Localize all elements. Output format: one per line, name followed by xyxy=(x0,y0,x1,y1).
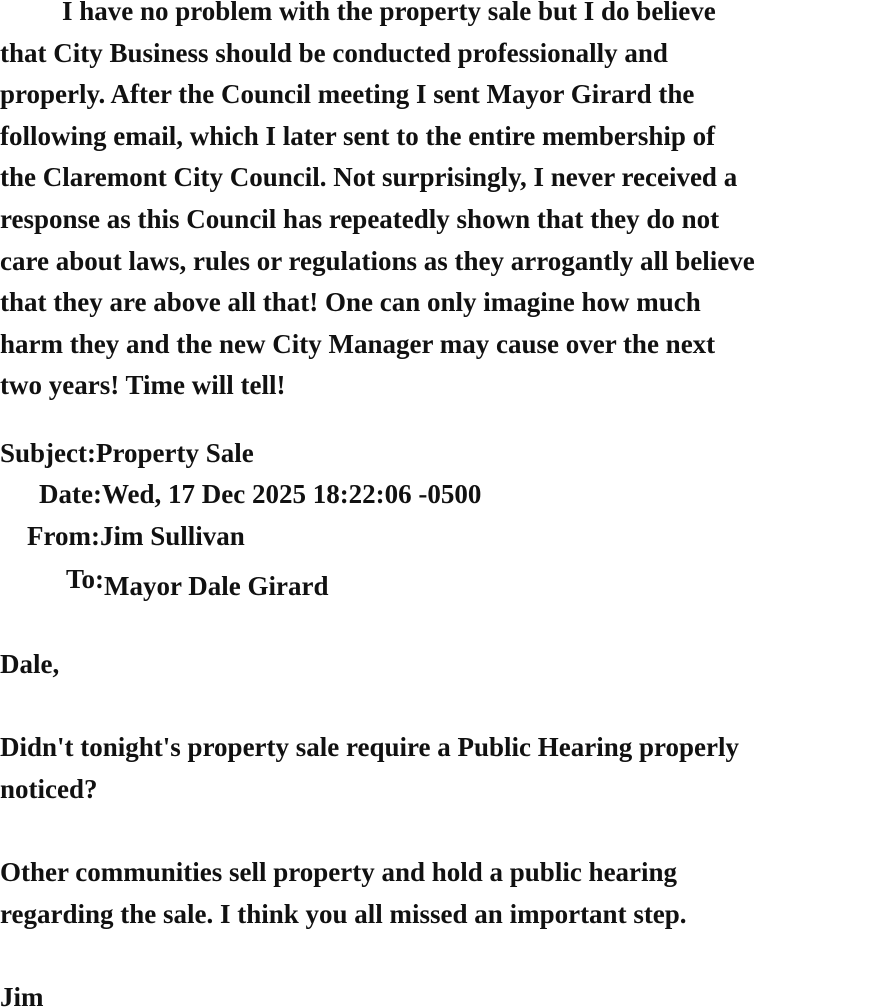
email-body-paragraph-1 xyxy=(0,727,880,810)
date-label: Date: xyxy=(39,479,102,509)
intro-line: that they are above all that! One can only imagine how much xyxy=(0,287,701,318)
signature-line: Jim xyxy=(0,982,44,1008)
subject-label: Subject: xyxy=(0,438,96,468)
to-label: To: xyxy=(66,564,105,594)
body-line: regarding the sale. I think you all missed an important step. xyxy=(0,898,687,929)
intro-line: the Claremont City Council. Not surprisingly, I never received a xyxy=(0,162,738,193)
intro-line: following email, which I later sent to the entire membership of xyxy=(0,120,716,151)
intro-line: that City Business should be conducted professionally and xyxy=(0,37,668,68)
intro-line: harm they and the new City Manager may cause over the next xyxy=(0,328,716,359)
email-subject-row xyxy=(0,437,254,469)
subject-value: Property Sale xyxy=(96,438,254,468)
date-value: Wed, 17 Dec 2025 18:22:06 -0500 xyxy=(101,479,482,509)
email-from-row xyxy=(27,520,245,552)
body-line: Other communities sell property and hold a public hearing xyxy=(0,857,678,887)
body-line: Didn't tonight's property sale require a Public Hearing properly xyxy=(0,732,740,762)
from-label: From: xyxy=(27,521,100,551)
email-to-row xyxy=(66,564,329,602)
email-greeting xyxy=(0,644,880,686)
email-signature xyxy=(0,977,880,1008)
body-line: noticed? xyxy=(0,773,98,804)
to-value: Mayor Dale Girard xyxy=(104,571,329,601)
intro-line: care about laws, rules or regulations as they arrogantly all believe xyxy=(0,245,755,276)
from-value: Jim Sullivan xyxy=(99,521,245,551)
intro-line: I have no problem with the property sale but I do believe xyxy=(62,0,716,26)
intro-line: response as this Council has repeatedly shown that they do not xyxy=(0,203,720,234)
email-body-paragraph-2 xyxy=(0,852,880,935)
intro-paragraph xyxy=(0,0,880,407)
greeting-line: Dale, xyxy=(0,649,60,679)
intro-line: properly. After the Council meeting I sent Mayor Girard the xyxy=(0,79,695,110)
email-date-row xyxy=(39,478,481,510)
intro-line: two years! Time will tell! xyxy=(0,370,286,401)
